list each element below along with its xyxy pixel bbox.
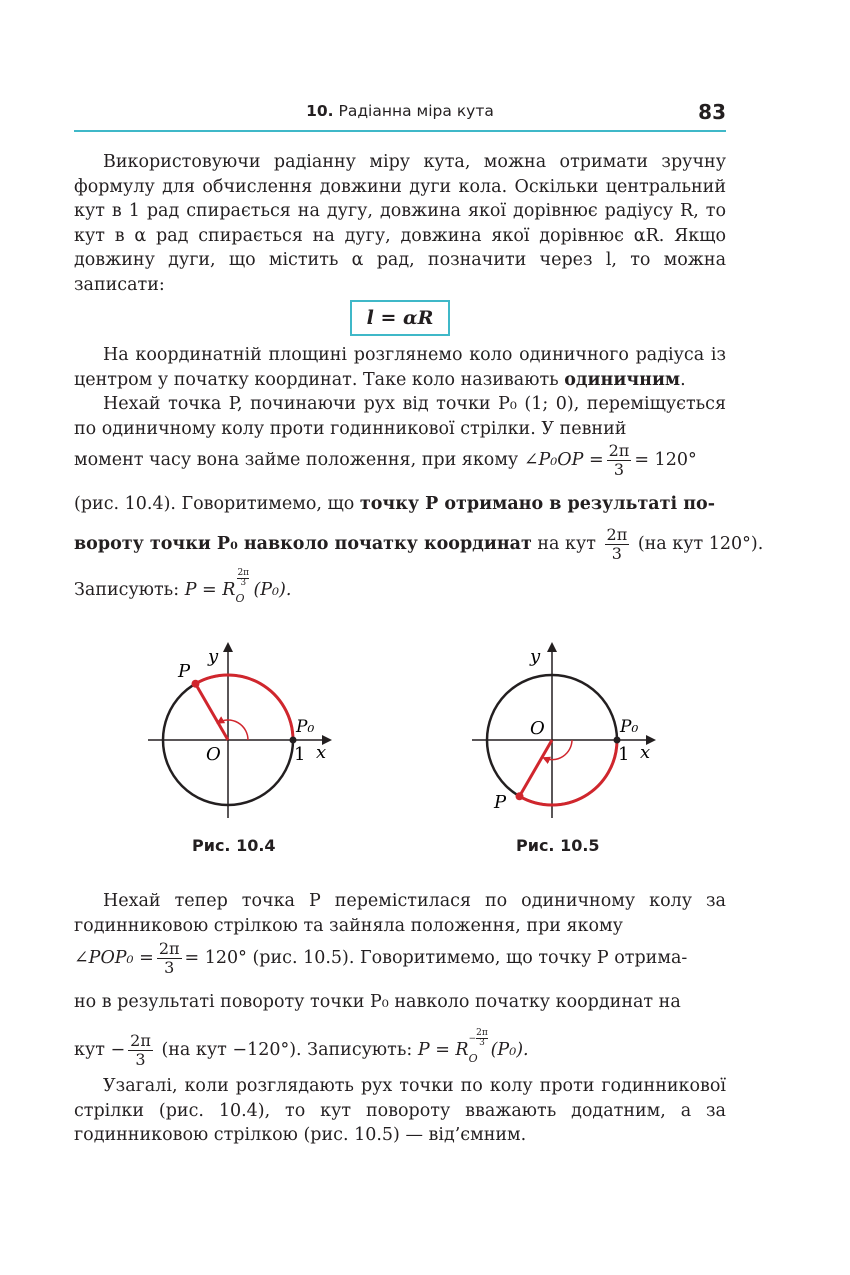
line-rotation-angle (74, 525, 764, 563)
radius-op (196, 684, 229, 740)
label-o: O (530, 718, 545, 739)
paragraph-conclusion (74, 1074, 726, 1148)
line-text: (на кут −120°). Записують: (161, 1040, 413, 1060)
label-p0: P₀ (296, 717, 315, 737)
page-header (74, 100, 726, 132)
notation-formula: P = R (417, 1040, 469, 1060)
section-title (74, 102, 726, 120)
fraction (605, 526, 630, 563)
label-o: O (206, 744, 221, 765)
notation-argument: (P₀). (253, 580, 292, 600)
fraction-denominator: 3 (611, 544, 622, 563)
angle-formula-left: ∠POP₀ = (74, 948, 154, 968)
fraction-numerator: 2π (606, 525, 628, 544)
point-p (192, 680, 200, 688)
line-text: на кут (531, 534, 596, 554)
superscript-numerator: 2π (237, 567, 250, 578)
fraction (157, 940, 182, 977)
line-bold-text: вороту точки P₀ навколо початку координат (74, 534, 532, 554)
fraction-denominator: 3 (135, 1050, 146, 1069)
line-text-end: (на кут 120°). (637, 534, 764, 554)
figure-caption-10-5: Рис. 10.5 (516, 836, 600, 855)
rotation-superscript: − $\frac{2\pi}{3}$ (468, 1027, 488, 1048)
label-p: P (178, 661, 191, 682)
line-rotation-definition (74, 494, 726, 514)
paragraph-unit-circle (74, 343, 726, 392)
angle-arrow (544, 740, 572, 760)
fraction-denominator: 3 (613, 460, 625, 479)
line-angle-formula-cw (74, 940, 726, 977)
label-y: y (208, 646, 219, 667)
fraction (607, 442, 632, 479)
line-negative-rotation: кут − $\frac{2\pi}{3}$ (на кут −120°). Записують: P = R O − $\frac{2\pi}{3}$ (P₀). (74, 1027, 529, 1069)
label-p: P (494, 792, 507, 813)
paragraph-text: Узагалі, коли розглядають рух точки по колу проти годинникової стрілки (рис. 10.4), то кут повороту вважають додатним, а за годинниковою стрілкою (рис. 10.5) — від’ємним. (74, 1076, 726, 1145)
paragraph-text: Нехай точка P, починаючи рух від точки P₀ (1; 0), переміщується по одиничному колу проти годинникової стрілки. У певний (74, 394, 726, 439)
section-title-text: Радіанна міра кута (338, 102, 494, 120)
section-number: 10. (306, 102, 334, 120)
paragraph-text-end: . (680, 369, 686, 390)
page-number: 83 (698, 100, 726, 124)
line-text: Записують: (74, 580, 180, 600)
line-text: момент часу вона займе положення, при якому (74, 450, 519, 470)
point-p0 (290, 737, 297, 744)
label-one: 1 (618, 744, 630, 765)
angle-formula-right: = 120° (634, 450, 697, 470)
angle-formula-left: ∠P₀OP = (523, 450, 604, 470)
superscript-denominator: 3 (240, 577, 247, 588)
label-one: 1 (294, 744, 306, 765)
label-p0: P₀ (620, 717, 639, 737)
point-p (516, 792, 524, 800)
fraction-denominator: 3 (164, 958, 175, 977)
label-y: y (530, 646, 541, 667)
line-text: (рис. 10.4). Говоритимемо, що (74, 494, 360, 514)
rotation-subscript: O (235, 591, 245, 605)
superscript-denominator: 3 (479, 1037, 485, 1048)
label-x: x (316, 742, 327, 763)
figure-10-5 (464, 640, 664, 820)
line-rotation-text (74, 992, 726, 1012)
fraction (128, 1032, 153, 1069)
paragraph-text: Нехай тепер точка P перемістилася по одиничному колу за годинниковою стрілкою та зайняла положення, при якому (74, 891, 726, 936)
angle-formula-right: = 120° (184, 948, 247, 968)
paragraph-rotation-ccw (74, 392, 726, 441)
notation-formula: P = R (184, 580, 236, 600)
line-text: но в результаті повороту точки P₀ навколо початку координат на (74, 992, 681, 1012)
line-text: (рис. 10.5). Говоритимемо, що точку P отрима- (246, 948, 688, 968)
fraction-numerator: 2π (158, 939, 180, 958)
fraction-numerator: 2π (130, 1031, 151, 1050)
line-angle-formula (74, 442, 726, 479)
paragraph-rotation-cw (74, 889, 726, 938)
arc-length-formula: l = αR (366, 307, 434, 329)
fraction-numerator: 2π (608, 441, 630, 460)
paragraph-text (74, 343, 726, 392)
term-unit-circle: одиничним (564, 369, 681, 390)
paragraph-text: Використовуючи радіанну міру кута, можна отримати зручну формулу для обчислення довжини дуги кола. Оскільки центральний кут в 1 рад спирається на дугу, довжина якої дорівнює радіусу R, то кут в α рад спирається на дугу, довжина якої дорівнює αR. Якщо довжину дуги, що містить α рад, позначити через l, то можна записати: (74, 152, 726, 295)
rotation-superscript (237, 569, 249, 588)
point-p0 (614, 737, 621, 744)
line-text: кут (74, 1040, 105, 1060)
paragraph-arc-length (74, 150, 726, 297)
notation-argument: (P₀). (490, 1040, 529, 1060)
superscript-numerator: 2π (476, 1027, 488, 1038)
rotation-subscript: O (468, 1051, 478, 1065)
figure-caption-10-4: Рис. 10.4 (192, 836, 276, 855)
line-bold-text: точку P отримано в результаті по- (359, 494, 715, 514)
label-x: x (640, 742, 651, 763)
radius-op (520, 740, 553, 796)
paragraph-text-plain: На координатній площині розглянемо коло одиничного радіуса із центром у початку координат. Таке коло називають (74, 345, 726, 390)
figure-10-4 (140, 640, 340, 820)
formula-box (350, 300, 450, 336)
